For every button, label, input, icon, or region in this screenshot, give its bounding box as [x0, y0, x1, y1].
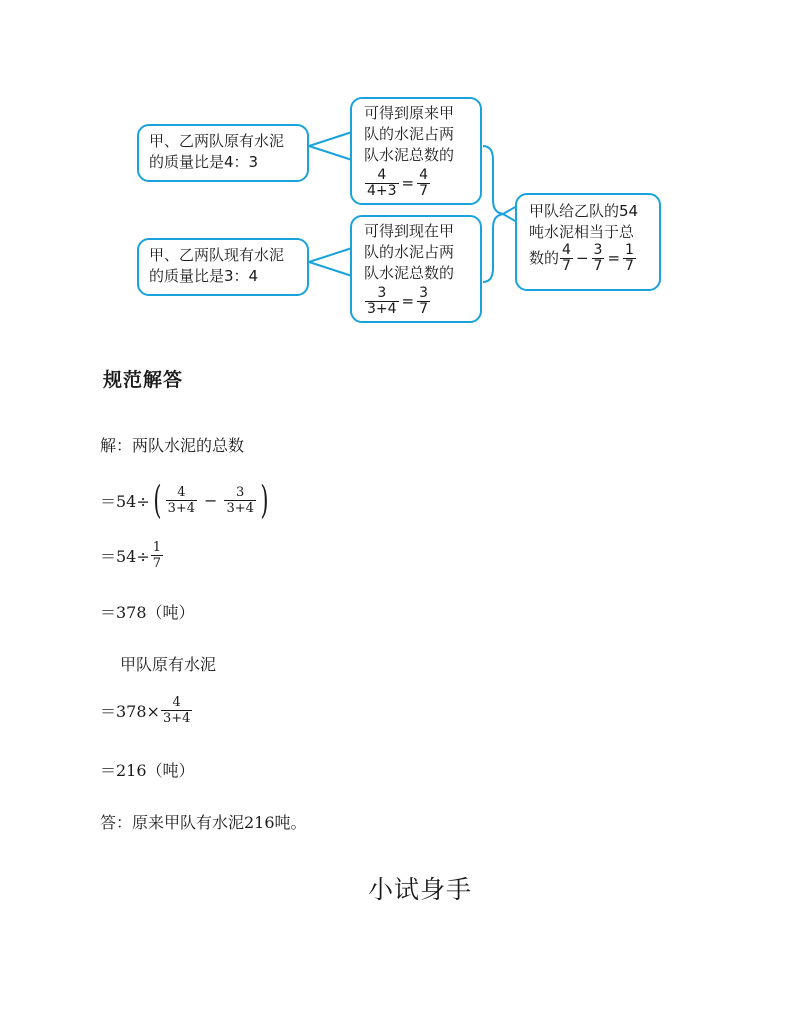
left-paren: ( — [153, 478, 162, 522]
box-c-line3: 队水泥总数的 — [364, 146, 455, 164]
box-e-line1: 甲队给乙队的54 — [529, 202, 639, 220]
solution-answer: 答：原来甲队有水泥216吨。 — [100, 813, 307, 832]
fraction — [166, 485, 197, 516]
box-conclusion — [515, 193, 661, 291]
box-d-line2: 队的水泥占两 — [364, 243, 455, 261]
denominator: 4+3 — [367, 183, 397, 199]
box-c-line1: 可得到原来甲 — [364, 104, 455, 122]
equals-sign: = — [401, 292, 415, 310]
fraction — [224, 485, 255, 516]
box-original-share — [350, 97, 482, 205]
box-d-line3: 队水泥总数的 — [364, 264, 455, 282]
denominator: 3+4 — [226, 500, 254, 516]
box-b-line1: 甲、乙两队现有水泥 — [149, 246, 285, 264]
denominator: 7 — [625, 258, 634, 274]
numerator: 3 — [593, 242, 603, 258]
solution-heading: 规范解答 — [103, 369, 184, 391]
minus-sign: − — [204, 490, 218, 510]
reasoning-diagram — [0, 0, 800, 340]
solution-step-6 — [100, 695, 193, 726]
minus-sign: − — [575, 249, 589, 267]
solution-step-2 — [100, 480, 272, 520]
fraction — [623, 243, 636, 274]
numerator: 4 — [562, 242, 571, 258]
solution-step-7: ＝216（吨） — [100, 761, 195, 780]
numerator: 4 — [419, 167, 429, 183]
equals-sign: = — [607, 249, 621, 267]
denominator: 3+4 — [167, 500, 196, 516]
box-current-share — [350, 215, 482, 323]
step2-prefix: ＝54÷ — [100, 491, 150, 511]
numerator: 1 — [625, 242, 634, 258]
denominator: 7 — [419, 183, 429, 199]
box-original-ratio — [137, 124, 309, 182]
step3-prefix: ＝54÷ — [100, 547, 150, 566]
connector-b-d — [309, 248, 352, 276]
denominator: 3+4 — [162, 711, 191, 726]
solution-step-1: 解：两队水泥的总数 — [100, 436, 245, 455]
box-c-line2: 队的水泥占两 — [364, 125, 455, 143]
fraction — [365, 168, 399, 199]
box-current-ratio — [137, 238, 309, 296]
fraction — [365, 286, 399, 317]
step6-prefix: ＝378× — [100, 702, 160, 721]
section-title: 小试身手 — [367, 875, 472, 904]
fraction — [592, 243, 605, 274]
numerator: 3 — [419, 285, 429, 301]
box-c-formula — [364, 168, 468, 199]
fraction — [417, 286, 430, 317]
denominator: 7 — [593, 258, 603, 274]
box-d-line1: 可得到现在甲 — [364, 222, 455, 240]
connector-a-c — [309, 132, 352, 160]
box-a-line1: 甲、乙两队原有水泥 — [149, 132, 285, 150]
equals-sign: = — [401, 174, 415, 192]
denominator: 7 — [419, 301, 429, 317]
box-e-line2: 吨水泥相当于总 — [529, 223, 635, 241]
fraction — [560, 243, 573, 274]
fraction — [417, 168, 430, 199]
numerator: 4 — [377, 167, 387, 183]
fraction — [151, 540, 163, 571]
box-a-line2: 的质量比是4：3 — [149, 153, 259, 171]
numerator: 3 — [377, 285, 387, 301]
solution-step-4: ＝378（吨） — [100, 603, 195, 622]
numerator: 3 — [236, 484, 245, 500]
box-b-line2: 的质量比是3：4 — [149, 267, 259, 285]
fraction — [161, 695, 192, 726]
box-e-formula — [529, 243, 647, 274]
right-paren: ) — [260, 478, 269, 522]
numerator: 4 — [172, 695, 181, 710]
numerator: 4 — [177, 484, 186, 500]
box-d-formula — [364, 286, 468, 317]
bracket-to-conclusion — [483, 146, 505, 282]
solution-step-5: 甲队原有水泥 — [120, 655, 217, 674]
denominator: 3+4 — [367, 301, 397, 317]
denominator: 7 — [562, 258, 571, 274]
denominator: 7 — [152, 556, 162, 571]
solution-step-3 — [100, 540, 164, 571]
box-e-line3-prefix: 数的 — [529, 249, 560, 267]
numerator: 1 — [152, 540, 162, 555]
